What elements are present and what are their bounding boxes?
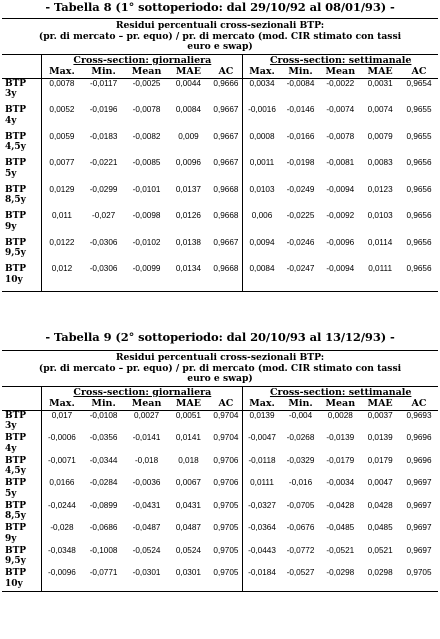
value-cell: 0,0096	[175, 158, 201, 167]
value-cell: -0,0078	[132, 105, 161, 114]
column-header: Mean	[126, 66, 168, 79]
row-label	[2, 78, 42, 105]
value-cell: 0,0037	[367, 410, 393, 420]
value-cell: 0,0428	[367, 500, 393, 510]
value-cell: 0,9697	[406, 500, 432, 510]
value-cell: 0,0137	[175, 184, 201, 194]
value-cell: 0,0094	[249, 237, 275, 247]
value-cell: 0,9668	[209, 264, 243, 291]
row-label-instrument: BTP	[5, 237, 27, 248]
row-label	[2, 105, 42, 132]
value-cell: -0,0247	[281, 264, 321, 291]
value-cell: -0,0524	[132, 545, 161, 555]
row-label	[2, 546, 42, 569]
value-cell: 0,9655	[406, 105, 432, 114]
value-cell: -0,0521	[326, 545, 355, 555]
value-cell: -0,0198	[286, 158, 315, 167]
value-cell: -0,0356	[89, 433, 118, 442]
row-label	[2, 410, 42, 433]
group-weekly-header	[243, 386, 438, 398]
value-cell: -0,0099	[126, 264, 168, 291]
table-row	[2, 158, 438, 185]
value-cell: -0,0006	[48, 433, 76, 442]
value-cell: 0,0134	[168, 264, 210, 291]
value-cell: 0,0084	[175, 105, 201, 114]
row-label-maturity: 3y	[5, 89, 17, 99]
value-cell: 0,0141	[175, 433, 201, 442]
value-cell: -0,0098	[132, 211, 161, 220]
row-label-instrument: BTP	[5, 410, 27, 421]
value-cell: 0,9697	[406, 545, 432, 555]
value-cell: -0,004	[288, 410, 313, 420]
value-cell: 0,0487	[175, 523, 201, 532]
value-cell: 0,9706	[209, 456, 243, 479]
value-cell: 0,9668	[209, 211, 243, 238]
value-cell: -0,0036	[132, 478, 161, 487]
value-cell: 0,9705	[209, 546, 243, 569]
value-cell: 0,0059	[49, 131, 75, 141]
value-cell: 0,0126	[175, 211, 201, 220]
value-cell: -0,0101	[132, 184, 161, 194]
table-row	[2, 433, 438, 456]
residuals-table-period2	[2, 350, 438, 592]
value-cell: -0,0102	[132, 237, 161, 247]
column-header: AC	[400, 66, 438, 79]
table-row	[2, 185, 438, 212]
value-cell: -0,0022	[326, 78, 355, 88]
column-header: Min.	[82, 66, 126, 79]
value-cell: -0,0108	[89, 410, 118, 420]
column-header: Mean	[126, 398, 168, 411]
row-label-instrument: BTP	[5, 158, 27, 168]
column-header: Max.	[42, 66, 82, 79]
column-header: MAE	[168, 66, 210, 79]
table-row	[2, 132, 438, 159]
row-label	[2, 523, 42, 546]
table2-title: - Tabella 9 (2° sottoperiodo: dal 20/10/93 al 13/12/93) -	[45, 330, 395, 344]
row-label-maturity: 8,5y	[5, 195, 26, 205]
caption-line: euro e swap)	[187, 41, 253, 52]
table-row	[2, 456, 438, 479]
value-cell: -0,027	[91, 211, 116, 220]
value-cell: -0,0487	[132, 523, 161, 532]
value-cell: 0,0179	[367, 455, 393, 465]
row-label-instrument: BTP	[5, 184, 27, 195]
table-row	[2, 410, 438, 433]
value-cell: 0,9656	[406, 237, 432, 247]
value-cell: 0,0524	[175, 545, 201, 555]
value-cell: 0,0051	[175, 410, 201, 420]
value-cell: -0,0431	[132, 500, 161, 510]
row-label	[2, 238, 42, 265]
value-cell: 0,0011	[249, 158, 275, 167]
group-daily-label: Cross-section: giornaliera	[73, 54, 212, 66]
row-label-header	[2, 398, 42, 411]
row-label-maturity: 3y	[5, 421, 17, 431]
table-row	[2, 264, 438, 291]
value-cell: 0,9655	[406, 131, 432, 141]
value-cell: 0,9656	[400, 264, 438, 291]
value-cell: -0,0364	[248, 523, 276, 532]
column-header: Max.	[243, 66, 281, 79]
row-label	[2, 501, 42, 524]
table-caption	[2, 19, 438, 55]
group-weekly-header	[243, 54, 438, 66]
value-cell: 0,9705	[209, 501, 243, 524]
value-cell: 0,0044	[175, 78, 201, 88]
value-cell: -0,0284	[89, 478, 118, 487]
value-cell: -0,0306	[89, 237, 118, 247]
row-label-maturity: 4,5y	[5, 142, 26, 152]
corner-cell	[2, 386, 42, 398]
row-label	[2, 456, 42, 479]
value-cell: 0,0034	[249, 78, 275, 88]
row-label-header	[2, 66, 42, 79]
column-header: Max.	[42, 398, 82, 411]
value-cell: 0,0084	[243, 264, 281, 291]
value-cell: 0,012	[42, 264, 82, 291]
table-row	[2, 78, 438, 105]
value-cell: 0,0122	[49, 237, 75, 247]
value-cell: -0,0183	[89, 131, 118, 141]
value-cell: -0,0268	[286, 433, 315, 442]
value-cell: -0,0225	[286, 211, 315, 220]
caption-line: euro e swap)	[187, 373, 253, 384]
row-label-maturity: 9,5y	[5, 556, 26, 566]
value-cell: -0,0141	[132, 433, 161, 442]
value-cell: -0,0074	[326, 105, 355, 114]
row-label-instrument: BTP	[5, 455, 27, 466]
value-cell: 0,0078	[49, 78, 75, 88]
value-cell: -0,0676	[286, 523, 315, 532]
value-cell: 0,0052	[49, 105, 75, 114]
group-daily-header	[42, 386, 243, 398]
value-cell: 0,0067	[175, 478, 201, 487]
row-label-instrument: BTP	[5, 523, 27, 533]
column-header: Mean	[320, 398, 360, 411]
value-cell: -0,0096	[42, 568, 82, 591]
value-cell: -0,0146	[286, 105, 315, 114]
value-cell: 0,0027	[134, 410, 160, 420]
value-cell: 0,006	[251, 211, 273, 220]
value-cell: 0,0139	[367, 433, 393, 442]
value-cell: -0,0344	[89, 455, 118, 465]
value-cell: 0,0123	[367, 184, 393, 194]
column-header: MAE	[360, 66, 400, 79]
value-cell: 0,9656	[406, 211, 432, 220]
corner-cell	[2, 54, 42, 66]
value-cell: 0,9667	[209, 132, 243, 159]
value-cell: 0,0028	[327, 410, 353, 420]
value-cell: -0,0443	[248, 545, 276, 555]
table-row	[2, 523, 438, 546]
value-cell: 0,0298	[360, 568, 400, 591]
value-cell: -0,0348	[48, 545, 76, 555]
value-cell: -0,0244	[48, 500, 76, 510]
value-cell: -0,0078	[326, 131, 355, 141]
value-cell: 0,0047	[367, 478, 393, 487]
caption-line: (pr. di mercato – pr. equo) / pr. di mercato (mod. CIR stimato con tassi	[38, 362, 402, 374]
value-cell: -0,0084	[286, 78, 315, 88]
table-row	[2, 568, 438, 591]
value-cell: -0,018	[134, 455, 159, 465]
value-cell: -0,0196	[89, 105, 118, 114]
value-cell: -0,0016	[248, 105, 276, 114]
row-label-maturity: 4y	[5, 115, 17, 126]
value-cell: 0,9656	[406, 158, 432, 167]
value-cell: -0,0184	[243, 568, 281, 591]
value-cell: 0,0103	[367, 211, 393, 220]
value-cell: 0,009	[178, 131, 199, 141]
value-cell: -0,0166	[286, 131, 315, 141]
value-cell: 0,9656	[406, 184, 432, 194]
value-cell: -0,028	[50, 523, 74, 532]
value-cell: 0,0431	[175, 500, 201, 510]
value-cell: -0,0179	[326, 455, 355, 465]
value-cell: -0,0085	[132, 158, 161, 167]
value-cell: -0,0527	[281, 568, 321, 591]
value-cell: 0,0111	[360, 264, 400, 291]
value-cell: -0,0485	[326, 523, 355, 532]
row-label	[2, 211, 42, 238]
value-cell: 0,0301	[168, 568, 210, 591]
value-cell: -0,0092	[326, 211, 355, 220]
value-cell: -0,0117	[90, 78, 118, 88]
value-cell: 0,9697	[406, 523, 432, 532]
value-cell: -0,0096	[326, 237, 355, 247]
group-daily-label: Cross-section: giornaliera	[73, 386, 212, 398]
value-cell: -0,0249	[286, 184, 315, 194]
value-cell: 0,0111	[250, 478, 274, 487]
row-label-instrument: BTP	[5, 131, 27, 142]
value-cell: 0,0166	[49, 478, 75, 487]
value-cell: -0,0771	[82, 568, 126, 591]
column-header: AC	[400, 398, 438, 411]
row-label-maturity: 4,5y	[5, 466, 26, 476]
value-cell: -0,1008	[89, 545, 118, 555]
row-label-instrument: BTP	[5, 433, 27, 443]
table-caption	[2, 351, 438, 387]
value-cell: 0,9666	[209, 78, 243, 105]
value-cell: 0,9693	[406, 410, 432, 420]
column-header: MAE	[360, 398, 400, 411]
row-label-maturity: 4y	[5, 443, 17, 454]
row-label-maturity: 9,5y	[5, 248, 26, 258]
value-cell: 0,9704	[209, 433, 243, 456]
row-label-maturity: 8,5y	[5, 511, 26, 521]
group-weekly-label: Cross-section: settimanale	[269, 386, 412, 398]
value-cell: -0,0139	[326, 433, 355, 442]
row-label	[2, 264, 42, 291]
value-cell: 0,0138	[175, 237, 201, 247]
row-label	[2, 158, 42, 185]
value-cell: 0,9706	[209, 478, 243, 501]
value-cell: -0,0301	[126, 568, 168, 591]
value-cell: 0,0485	[367, 523, 393, 532]
column-header: Min.	[82, 398, 126, 411]
table-row	[2, 501, 438, 524]
value-cell: 0,0139	[249, 410, 275, 420]
value-cell: 0,0031	[367, 78, 393, 88]
row-label-maturity: 9y	[5, 533, 17, 544]
row-label-maturity: 5y	[5, 488, 17, 499]
table-row	[2, 105, 438, 132]
value-cell: 0,011	[52, 211, 72, 220]
value-cell: 0,9667	[209, 158, 243, 185]
value-cell: -0,0705	[286, 500, 315, 510]
table-row	[2, 478, 438, 501]
row-label-maturity: 5y	[5, 168, 17, 179]
value-cell: 0,9705	[209, 568, 243, 591]
value-cell: 0,018	[178, 455, 199, 465]
row-label-instrument: BTP	[5, 500, 27, 511]
value-cell: -0,0025	[132, 78, 161, 88]
caption-line: Residui percentuali cross-sezionali BTP:	[115, 20, 325, 31]
value-cell: -0,0094	[326, 184, 355, 194]
table1-title: - Tabella 8 (1° sottoperiodo: dal 29/10/92 al 08/01/93) -	[45, 0, 395, 14]
row-label	[2, 478, 42, 501]
value-cell: 0,9667	[209, 105, 243, 132]
value-cell: -0,0329	[286, 455, 315, 465]
value-cell: 0,9667	[209, 238, 243, 265]
value-cell: -0,0071	[48, 455, 76, 465]
value-cell: -0,0772	[286, 545, 315, 555]
value-cell: -0,0299	[89, 184, 118, 194]
value-cell: 0,0521	[367, 545, 393, 555]
value-cell: 0,0103	[249, 184, 275, 194]
value-cell: 0,9705	[400, 568, 438, 591]
table-row	[2, 546, 438, 569]
value-cell: 0,0083	[367, 158, 393, 167]
column-header: Min.	[281, 66, 321, 79]
row-label-instrument: BTP	[5, 211, 27, 221]
value-cell: -0,0082	[132, 131, 161, 141]
value-cell: 0,9668	[209, 185, 243, 212]
column-header: Mean	[320, 66, 360, 79]
value-cell: -0,0306	[82, 264, 126, 291]
row-label-maturity: 10y	[5, 578, 23, 589]
value-cell: 0,9654	[406, 78, 432, 88]
value-cell: -0,0327	[248, 500, 276, 510]
row-label	[2, 185, 42, 212]
table-caption-row	[2, 351, 438, 387]
value-cell: 0,9705	[209, 523, 243, 546]
value-cell: 0,0077	[49, 158, 75, 167]
column-header: Max.	[243, 398, 281, 411]
row-label-instrument: BTP	[5, 78, 27, 89]
row-label-instrument: BTP	[5, 105, 27, 115]
value-cell: 0,9697	[406, 478, 432, 487]
value-cell: -0,0221	[89, 158, 118, 167]
residuals-table-period1	[2, 18, 438, 292]
group-header-row	[2, 54, 438, 66]
column-header-row	[2, 66, 438, 79]
group-header-row	[2, 386, 438, 398]
value-cell: 0,0114	[367, 237, 393, 247]
value-cell: -0,0118	[248, 455, 276, 465]
row-label-instrument: BTP	[5, 264, 27, 274]
value-cell: -0,016	[288, 478, 313, 487]
column-header-row	[2, 398, 438, 411]
table-row	[2, 211, 438, 238]
value-cell: 0,0008	[249, 131, 275, 141]
value-cell: -0,0094	[320, 264, 360, 291]
value-cell: 0,0129	[49, 184, 75, 194]
column-header: AC	[209, 66, 243, 79]
group-weekly-label: Cross-section: settimanale	[269, 54, 412, 66]
value-cell: 0,017	[51, 410, 73, 420]
column-header: AC	[209, 398, 243, 411]
row-label-instrument: BTP	[5, 478, 27, 488]
row-label	[2, 568, 42, 591]
value-cell: -0,0298	[320, 568, 360, 591]
value-cell: 0,9704	[209, 410, 243, 433]
value-cell: -0,0428	[326, 500, 355, 510]
caption-line: (pr. di mercato – pr. equo) / pr. di mercato (mod. CIR stimato con tassi	[38, 30, 402, 42]
value-cell: 0,0074	[367, 105, 393, 114]
value-cell: -0,0034	[326, 478, 355, 487]
value-cell: -0,0081	[326, 158, 355, 167]
row-label-maturity: 9y	[5, 221, 17, 232]
column-header: Min.	[281, 398, 321, 411]
value-cell: -0,0686	[89, 523, 118, 532]
value-cell: 0,0079	[367, 131, 393, 141]
value-cell: 0,9696	[406, 455, 432, 465]
table-row	[2, 238, 438, 265]
group-daily-header	[42, 54, 243, 66]
row-label	[2, 132, 42, 159]
value-cell: -0,0047	[248, 433, 276, 442]
row-label-instrument: BTP	[5, 568, 27, 578]
column-header: MAE	[168, 398, 210, 411]
caption-line: Residui percentuali cross-sezionali BTP:	[115, 352, 325, 363]
row-label-instrument: BTP	[5, 545, 27, 556]
value-cell: 0,9696	[406, 433, 432, 442]
row-label-maturity: 10y	[5, 274, 23, 285]
value-cell: -0,0899	[89, 500, 118, 510]
value-cell: -0,0246	[286, 237, 315, 247]
table-caption-row	[2, 19, 438, 55]
row-label	[2, 433, 42, 456]
